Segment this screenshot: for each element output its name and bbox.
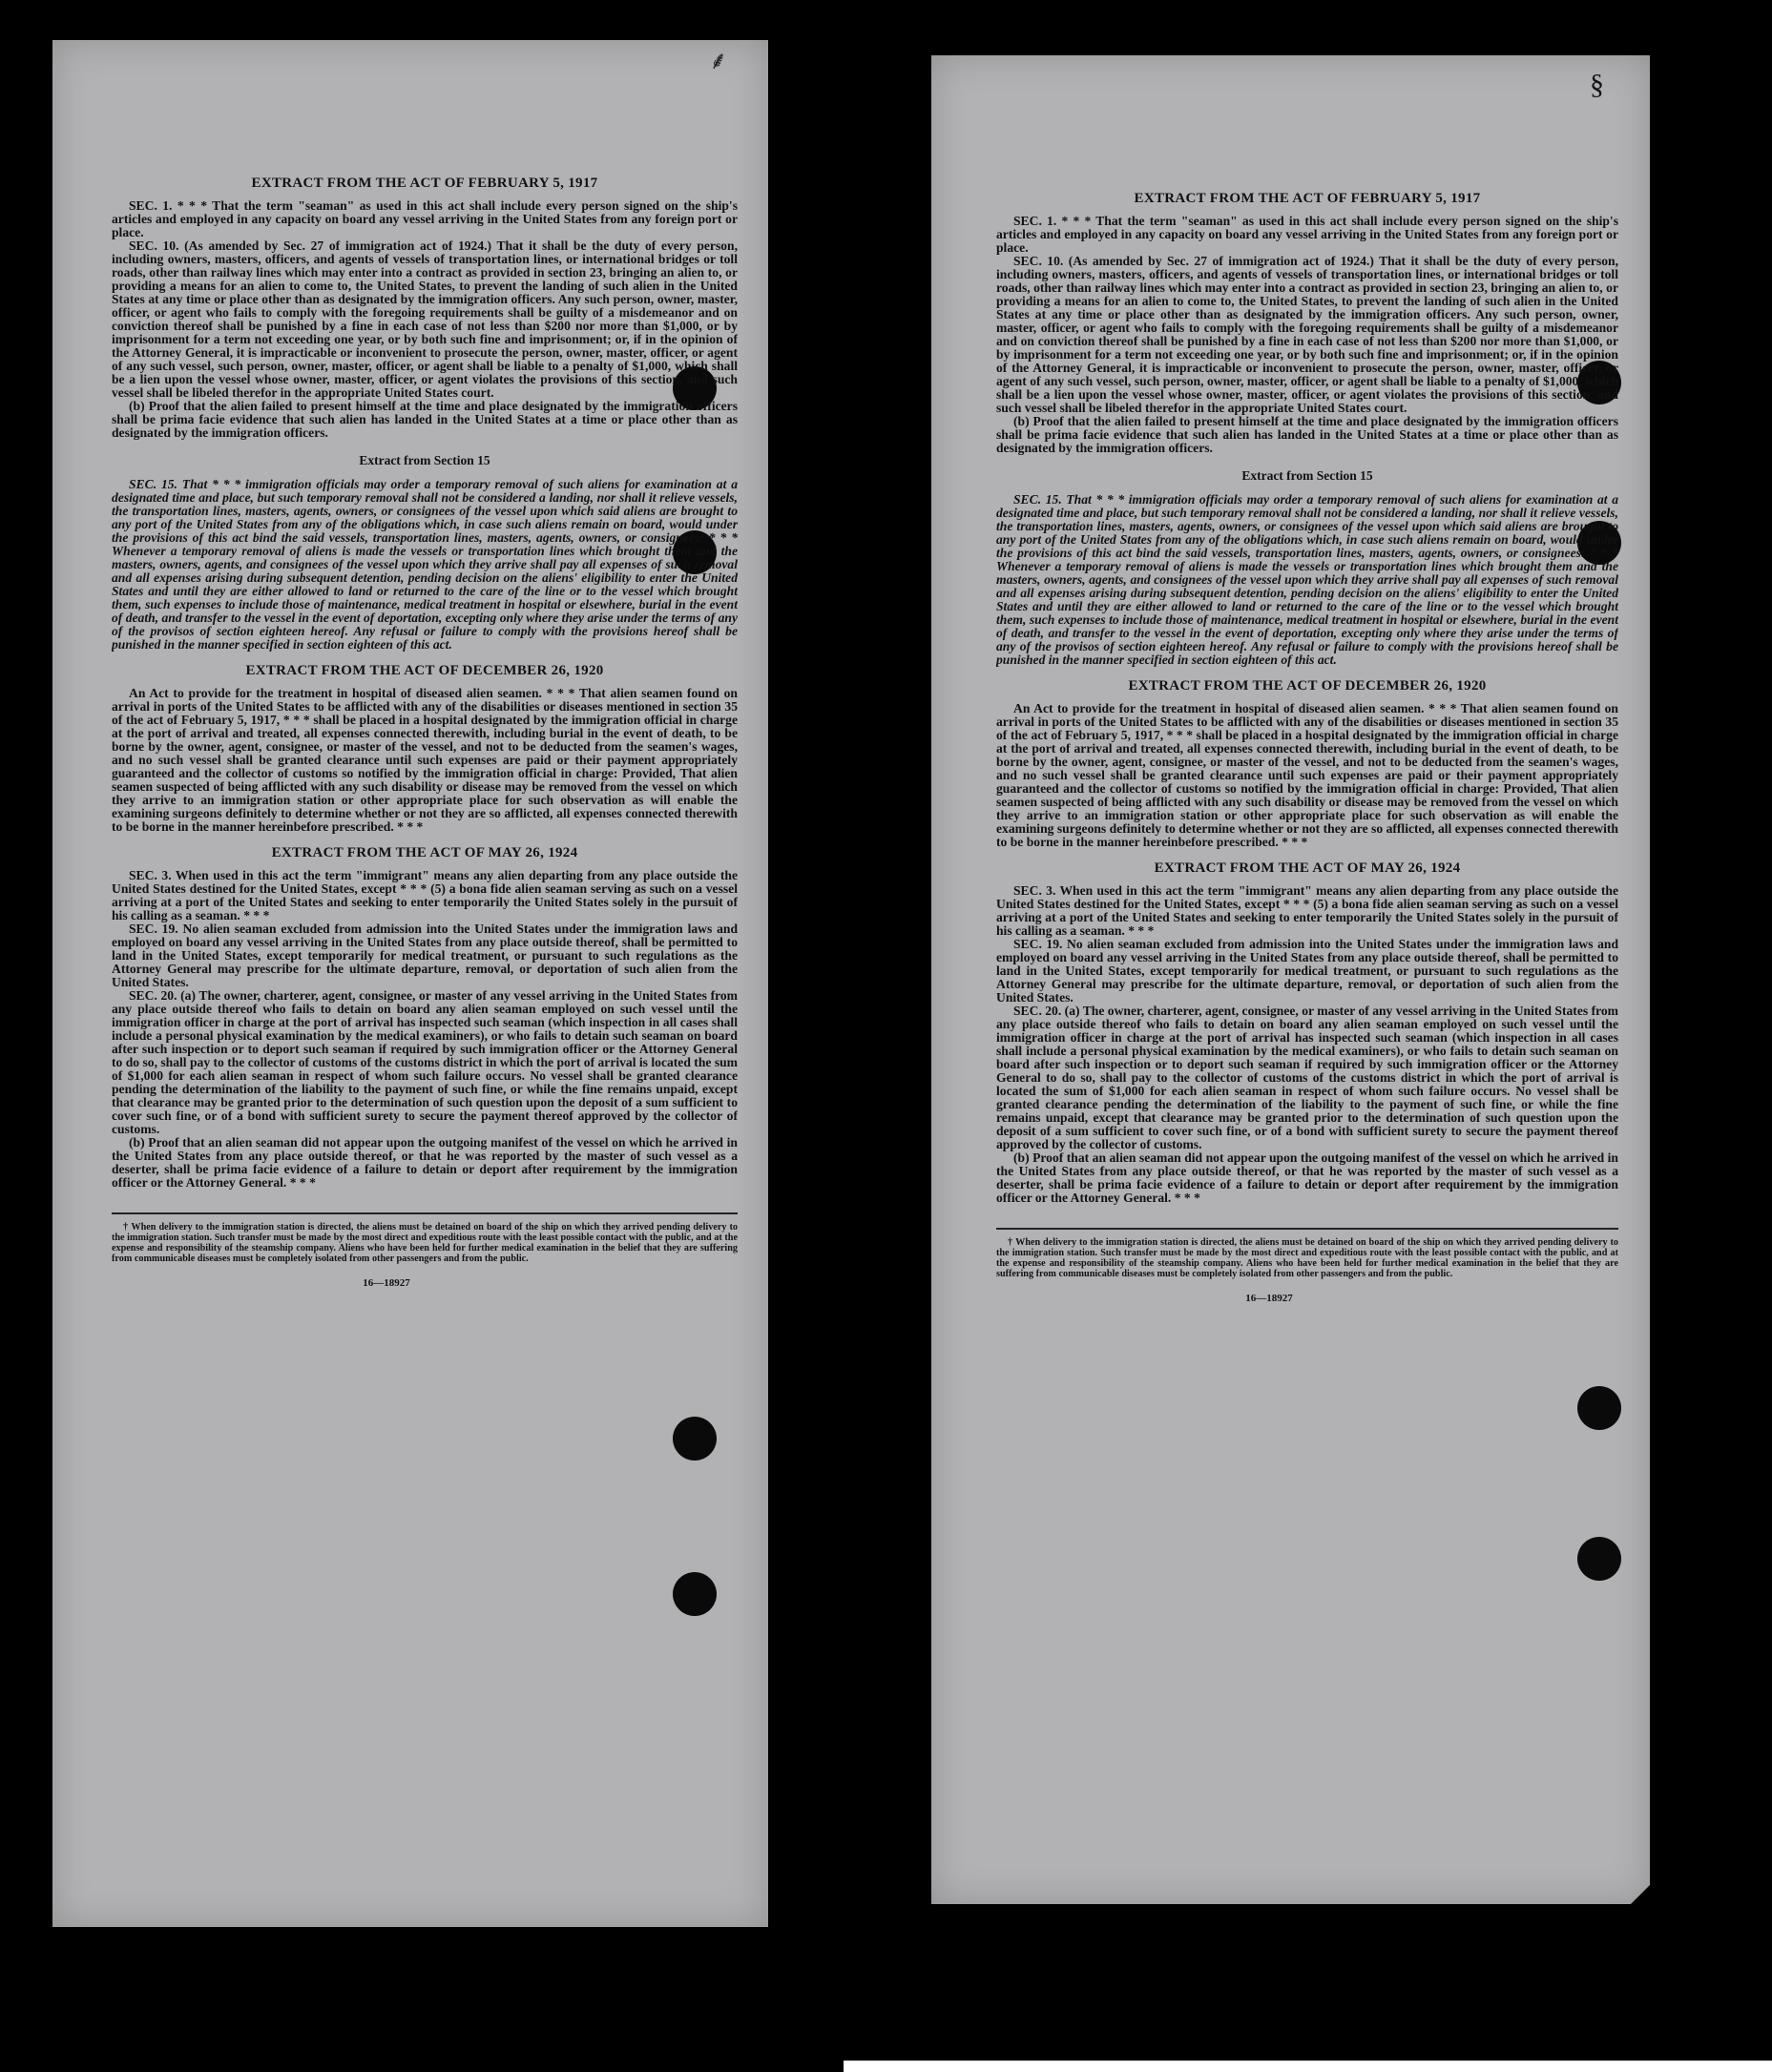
document-page-right (931, 55, 1650, 1904)
form-code: 16—18927 (1245, 1293, 1293, 1304)
act-1920-text: An Act to provide for the treatment in hospital of diseased alien seamen. * * * That alien seamen found on arrival in ports of the United States to be afflicted with any of the disabilities or diseases mentioned in section 35 of the act of February 5, 1917, * * * shall be placed in a hospital designated by the immigration official in charge at the port of arrival and treated, all expenses connected therewith, including burial in the event of death, to be borne by the owner, agent, consignee, or master of the vessel, and not to be deducted from the seamen's wages, and no such vessel shall be granted clearance until such expenses are paid or their payment appropriately guaranteed and the collector of customs so notified by the immigration official in charge: Provided, That alien seamen suspected of being afflicted with any such disability or disease may be removed from the vessel on which they arrive to an immigration station or other appropriate place for such observation as will enable the examining surgeons definitely to determine whether or not they are so afflicted, all expenses connected therewith to be borne in the manner hereinbefore prescribed. * * * (112, 686, 738, 834)
section-20b: (b) Proof that an alien seaman did not appear upon the outgoing manifest of the vessel on which he arrived in the United States from any place outside thereof, or that he was reported by the master of such vessel as a deserter, shall be prima facie evidence of a failure to detain or deport after requirement by the immigration officer or the Attorney General. * * * (996, 1150, 1618, 1205)
document-page-left (52, 40, 768, 1927)
section-19: SEC. 19. No alien seaman excluded from admission into the United States under the immigration laws and employed on board any vessel arriving in the United States from any place outside thereof, shall be permitted to land in the United States, except temporarily for medical treatment, or pursuant to such regulations as the Attorney General may prescribe for the ultimate departure, removal, or deportation of such alien from the United States. (112, 922, 738, 989)
section-3: SEC. 3. When used in this act the term "immigrant" means any alien departing from any place outside the United States destined for the United States, except * * * (5) a bona fide alien seaman serving as such on a vessel arriving at a port of the United States and seeking to enter temporarily the United States solely in the pursuit of his calling as a seaman. * * * (996, 883, 1618, 938)
heading-act-1917: EXTRACT FROM THE ACT OF FEBRUARY 5, 1917 (1134, 191, 1481, 206)
section-19: SEC. 19. No alien seaman excluded from admission into the United States under the immigration laws and employed on board any vessel arriving in the United States from any place outside thereof, shall be permitted to land in the United States, except temporarily for medical treatment, or pursuant to such regulations as the Attorney General may prescribe for the ultimate departure, removal, or deportation of such alien from the United States. (996, 937, 1618, 1005)
heading-act-1924: EXTRACT FROM THE ACT OF MAY 26, 1924 (271, 845, 578, 860)
heading-section-15: Extract from Section 15 (359, 453, 490, 467)
heading-section-15: Extract from Section 15 (1241, 468, 1373, 483)
heading-act-1924: EXTRACT FROM THE ACT OF MAY 26, 1924 (1154, 860, 1461, 876)
heading-act-1917: EXTRACT FROM THE ACT OF FEBRUARY 5, 1917 (251, 176, 598, 191)
section-10b: (b) Proof that the alien failed to present himself at the time and place designated by the immigration officers shall be prima facie evidence that such alien has landed in the United States at a time or place other than as designated by the immigration officers. (112, 399, 738, 440)
section-15: SEC. 15. That * * * immigration officials may order a temporary removal of such aliens for examination at a designated time and place, but such temporary removal shall not be considered a landing, nor shall it relieve vessels, the transportation lines, masters, agents, owners, or consignees of the vessel upon which said aliens are brought to any port of the United States from any of the obligations which, in case such aliens remain on board, would under the provisions of this act bind the said vessels, transportation lines, masters, agents, owners, or consignees: * * * Whenever a temporary removal of aliens is made the vessels or transportation lines which brought them and the masters, owners, agents, and consignees of the vessel upon which they arrive shall pay all expenses of such removal and all expenses arising during subsequent detention, pending decision on the aliens' eligibility to enter the United States and until they are either allowed to land or returned to the care of the line or to the vessel which brought them, such expenses to include those of maintenance, medical treatment in hospital or elsewhere, burial in the event of death, and transfer to the vessel in the event of deportation, excepting only where they arise under the terms of any of the provisos of section eighteen hereof. Any refusal or failure to comply with the provisions hereof shall be punished in the manner specified in section eighteen of this act. (996, 492, 1618, 667)
scan-edge-strip (844, 2061, 1772, 2072)
footnote-divider (996, 1228, 1618, 1230)
staple-icon: ⸙ (709, 47, 728, 74)
folded-corner (1630, 1884, 1651, 1905)
heading-act-1920: EXTRACT FROM THE ACT OF DECEMBER 26, 1920 (1128, 678, 1487, 694)
heading-act-1920: EXTRACT FROM THE ACT OF DECEMBER 26, 1920 (245, 663, 604, 678)
section-20a: SEC. 20. (a) The owner, charterer, agent, consignee, or master of any vessel arriving in the United States from any place outside thereof who fails to detain on board any alien seaman employed on such vessel until the immigration officer in charge at the port of arrival has inspected such seaman (which inspection in all cases shall include a personal physical examination by the medical examiners), or who fails to detain such seaman on board after such inspection or to deport such seaman if required by such immigration officer or the Attorney General to do so, shall pay to the collector of customs of the customs district in which the port of arrival is located the sum of $1,000 for each alien seaman in respect of whom such failure occurs. No vessel shall be granted clearance pending the determination of the liability to the payment of such fine, or while the fine remains unpaid, except that clearance may be granted prior to the determination of such question upon the deposit of a sum sufficient to cover such fine, or of a bond with sufficient surety to secure the payment thereof approved by the collector of customs. (112, 988, 738, 1136)
section-1: SEC. 1. * * * That the term "seaman" as used in this act shall include every person signed on the ship's articles and employed in any capacity on board any vessel arriving in the United States from any foreign port or place. (996, 214, 1618, 255)
staple-icon: § (1590, 69, 1604, 100)
section-20a: SEC. 20. (a) The owner, charterer, agent, consignee, or master of any vessel arriving in the United States from any place outside thereof who fails to detain on board any alien seaman employed on such vessel until the immigration officer in charge at the port of arrival has inspected such seaman (which inspection in all cases shall include a personal physical examination by the medical examiners), or who fails to detain such seaman on board after such inspection or to deport such seaman if required by such immigration officer or the Attorney General to do so, shall pay to the collector of customs of the customs district in which the port of arrival is located the sum of $1,000 for each alien seaman in respect of whom such failure occurs. No vessel shall be granted clearance pending the determination of the liability to the payment of such fine, or while the fine remains unpaid, except that clearance may be granted prior to the determination of such question upon the deposit of a sum sufficient to cover such fine, or of a bond with sufficient surety to secure the payment thereof approved by the collector of customs. (996, 1004, 1618, 1151)
footnote: † When delivery to the immigration station is directed, the aliens must be detained on board of the ship on which they arrived pending delivery to the immigration station. Such transfer must be made by the most direct and expeditious route with the least possible contact with the public, and at the expense and responsibility of the steamship company. Aliens who have been held for further medical examination in the belief that they are suffering from communicable diseases must be completely isolated from other passengers and from the public. (996, 1237, 1618, 1279)
form-code: 16—18927 (363, 1277, 410, 1289)
page-text (996, 191, 1618, 1851)
footnote: † When delivery to the immigration station is directed, the aliens must be detained on board of the ship on which they arrived pending delivery to the immigration station. Such transfer must be made by the most direct and expeditious route with the least possible contact with the public, and at the expense and responsibility of the steamship company. Aliens who have been held for further medical examination in the belief that they are suffering from communicable diseases must be completely isolated from other passengers and from the public. (112, 1222, 738, 1264)
section-20b: (b) Proof that an alien seaman did not appear upon the outgoing manifest of the vessel on which he arrived in the United States from any place outside thereof, or that he was reported by the master of such vessel as a deserter, shall be prima facie evidence of a failure to detain or deport after requirement by the immigration officer or the Attorney General. * * * (112, 1135, 738, 1190)
footnote-divider (112, 1212, 738, 1214)
section-10b: (b) Proof that the alien failed to present himself at the time and place designated by the immigration officers shall be prima facie evidence that such alien has landed in the United States at a time or place other than as designated by the immigration officers. (996, 414, 1618, 455)
section-3: SEC. 3. When used in this act the term "immigrant" means any alien departing from any place outside the United States destined for the United States, except * * * (5) a bona fide alien seaman serving as such on a vessel arriving at a port of the United States and seeking to enter temporarily the United States solely in the pursuit of his calling as a seaman. * * * (112, 868, 738, 922)
section-1: SEC. 1. * * * That the term "seaman" as used in this act shall include every person signed on the ship's articles and employed in any capacity on board any vessel arriving in the United States from any foreign port or place. (112, 198, 738, 239)
page-text (112, 176, 738, 1864)
act-1920-text: An Act to provide for the treatment in hospital of diseased alien seamen. * * * That alien seamen found on arrival in ports of the United States to be afflicted with any of the disabilities or diseases mentioned in section 35 of the act of February 5, 1917, * * * shall be placed in a hospital designated by the immigration official in charge at the port of arrival and treated, all expenses connected therewith, including burial in the event of death, to be borne by the owner, agent, consignee, or master of the vessel, and not to be deducted from the seamen's wages, and no such vessel shall be granted clearance until such expenses are paid or their payment appropriately guaranteed and the collector of customs so notified by the immigration official in charge: Provided, That alien seamen suspected of being afflicted with any such disability or disease may be removed from the vessel on which they arrive to an immigration station or other appropriate place for such observation as will enable the examining surgeons definitely to determine whether or not they are so afflicted, all expenses connected therewith to be borne in the manner hereinbefore prescribed. * * * (996, 701, 1618, 849)
section-10: SEC. 10. (As amended by Sec. 27 of immigration act of 1924.) That it shall be the duty of every person, including owners, masters, officers, and agents of vessels of transportation lines, or international bridges or toll roads, other than railway lines which may enter into a contract as provided in section 23, bringing an alien to, or providing a means for an alien to come to, the United States, to prevent the landing of such alien in the United States at any time or place other than as designated by the immigration officers. Any such person, owner, master, officer, or agent who fails to comply with the foregoing requirements shall be guilty of a misdemeanor and on conviction thereof shall be punished by a fine in each case of not less than $200 nor more than $1,000, or by imprisonment for a term not exceeding one year, or by both such fine and imprisonment; or, if in the opinion of the Attorney General, it is impracticable or inconvenient to prosecute the person, owner, master, officer, or agent of any such vessel, such person, owner, master, officer, or agent shall be liable to a penalty of $1,000, which shall be a lien upon the vessel whose owner, master, officer, or agent violates the provisions of this section, and such vessel shall be libeled therefor in the appropriate United States court. (996, 254, 1618, 415)
section-10: SEC. 10. (As amended by Sec. 27 of immigration act of 1924.) That it shall be the duty of every person, including owners, masters, officers, and agents of vessels of transportation lines, or international bridges or toll roads, other than railway lines which may enter into a contract as provided in section 23, bringing an alien to, or providing a means for an alien to come to, the United States, to prevent the landing of such alien in the United States at any time or place other than as designated by the immigration officers. Any such person, owner, master, officer, or agent who fails to comply with the foregoing requirements shall be guilty of a misdemeanor and on conviction thereof shall be punished by a fine in each case of not less than $200 nor more than $1,000, or by imprisonment for a term not exceeding one year, or by both such fine and imprisonment; or, if in the opinion of the Attorney General, it is impracticable or inconvenient to prosecute the person, owner, master, officer, or agent of any such vessel, such person, owner, master, officer, or agent shall be liable to a penalty of $1,000, which shall be a lien upon the vessel whose owner, master, officer, or agent violates the provisions of this section, and such vessel shall be libeled therefor in the appropriate United States court. (112, 238, 738, 400)
section-15: SEC. 15. That * * * immigration officials may order a temporary removal of such aliens for examination at a designated time and place, but such temporary removal shall not be considered a landing, nor shall it relieve vessels, the transportation lines, masters, agents, owners, or consignees of the vessel upon which said aliens are brought to any port of the United States from any of the obligations which, in case such aliens remain on board, would under the provisions of this act bind the said vessels, transportation lines, masters, agents, owners, or consignees: * * * Whenever a temporary removal of aliens is made the vessels or transportation lines which brought them and the masters, owners, agents, and consignees of the vessel upon which they arrive shall pay all expenses of such removal and all expenses arising during subsequent detention, pending decision on the aliens' eligibility to enter the United States and until they are either allowed to land or returned to the care of the line or to the vessel which brought them, such expenses to include those of maintenance, medical treatment in hospital or elsewhere, burial in the event of death, and transfer to the vessel in the event of deportation, excepting only where they arise under the terms of any of the provisos of section eighteen hereof. Any refusal or failure to comply with the provisions hereof shall be punished in the manner specified in section eighteen of this act. (112, 477, 738, 652)
